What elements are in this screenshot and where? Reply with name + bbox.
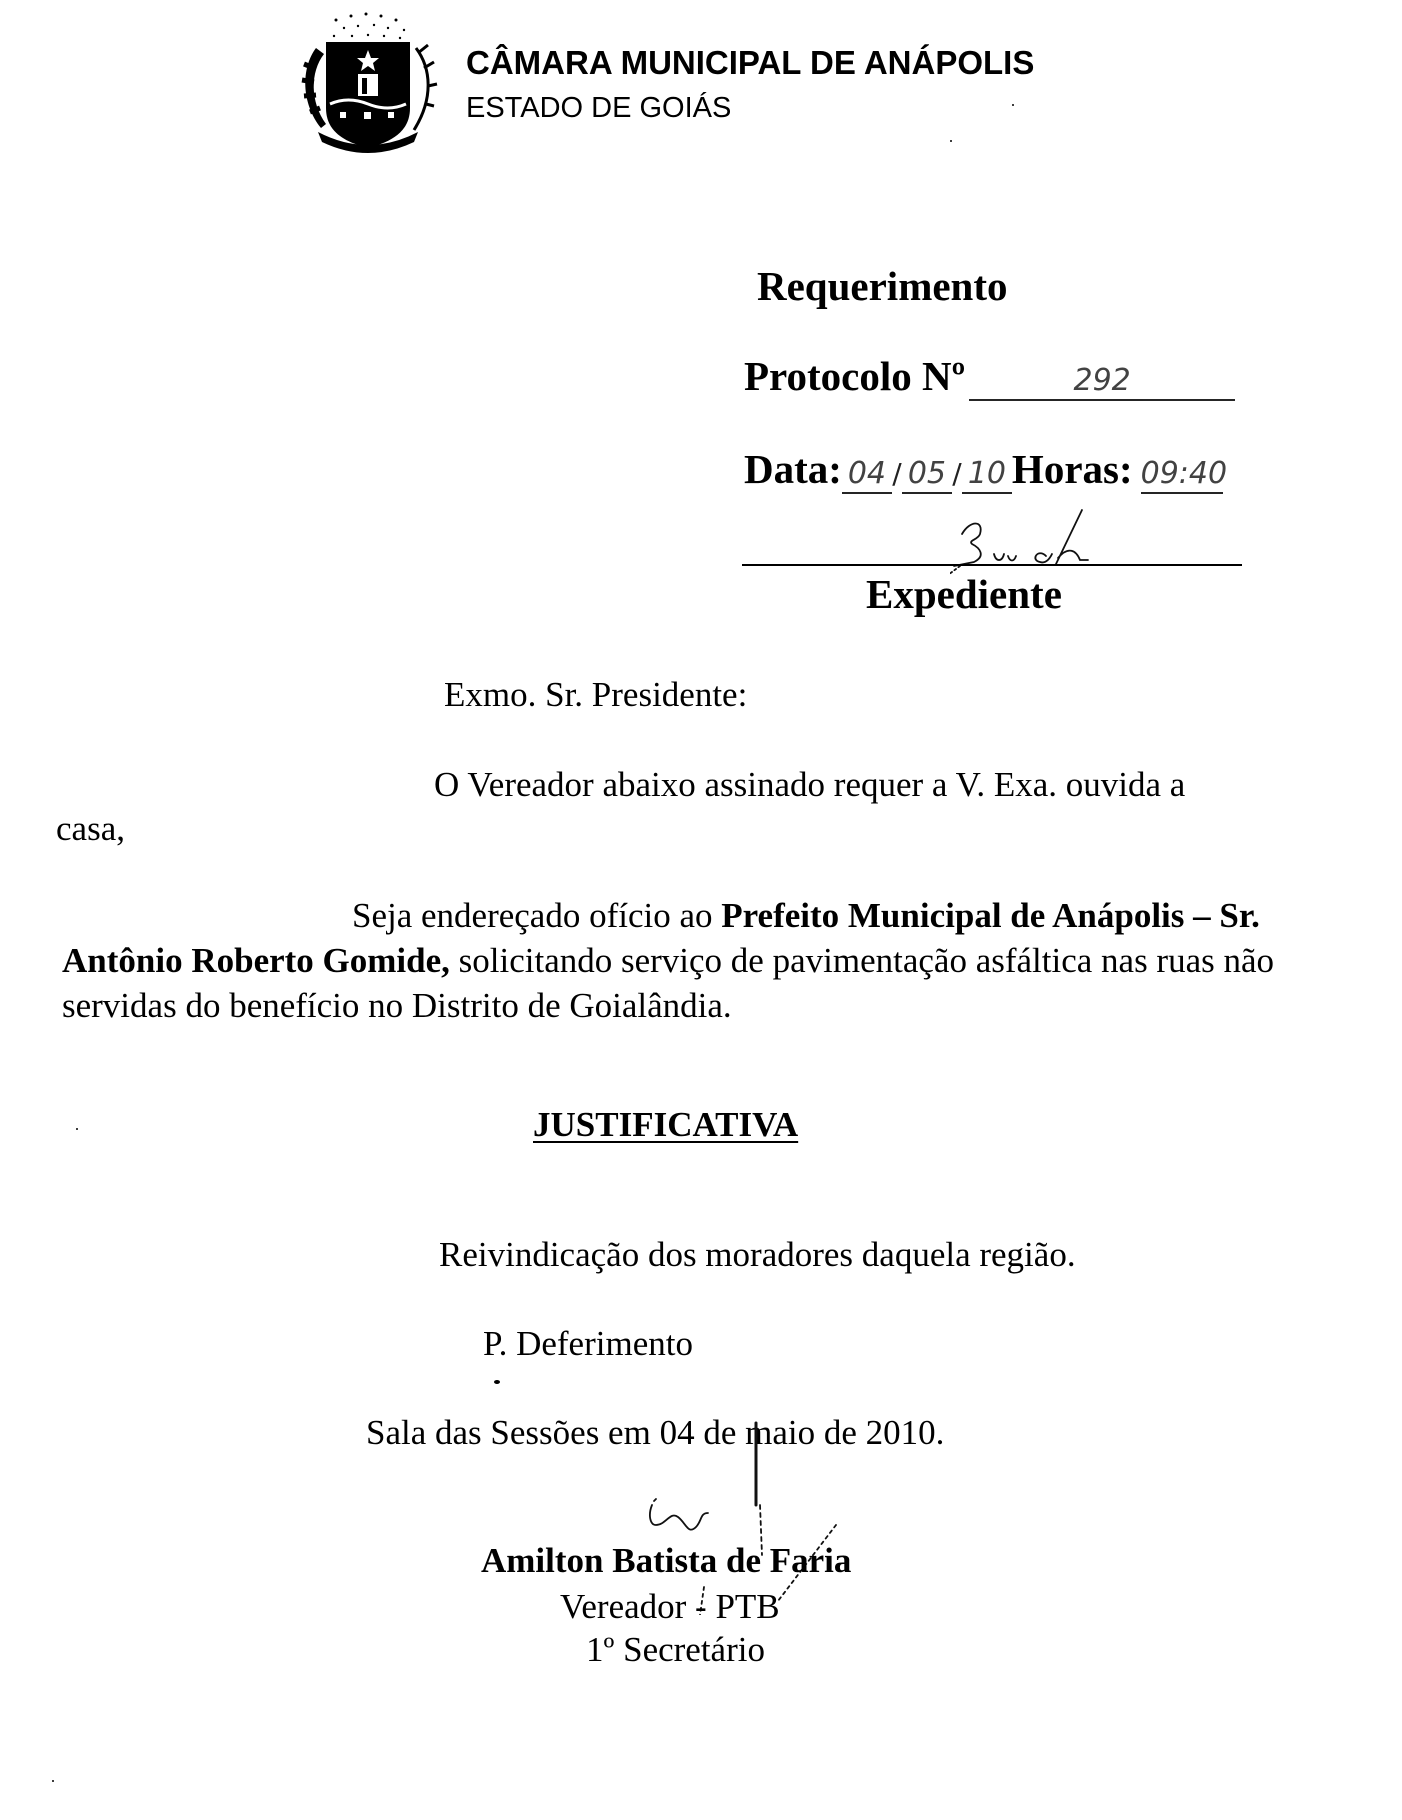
- closing-text: P. Deferimento: [483, 1324, 693, 1363]
- protocolo-number-field[interactable]: 292: [969, 363, 1235, 401]
- justificativa-text: Reivindicação dos moradores daquela região.: [439, 1235, 1076, 1274]
- signer-name: Amilton Batista de Faria: [481, 1541, 852, 1580]
- date-separator: /: [892, 457, 902, 490]
- request-body-text: solicitando serviço de pavimentação asfáltica nas ruas não servidas do benefício no Distrito de Goialândia.: [62, 941, 1275, 1025]
- organization-name: CÂMARA MUNICIPAL DE ANÁPOLIS: [466, 44, 1035, 81]
- protocolo-label: Protocolo Nº: [744, 353, 966, 399]
- data-row: [744, 445, 1228, 494]
- signer-role: Vereador - PTB: [560, 1587, 780, 1626]
- date-year-field[interactable]: 10: [962, 456, 1012, 494]
- salutation: Exmo. Sr. Presidente:: [444, 675, 748, 714]
- protocolo-row: [744, 352, 1235, 401]
- recipient-name: Prefeito Municipal de Anápolis – Sr. Antônio Roberto Gomide,: [62, 896, 1260, 980]
- scan-speck: [494, 1380, 500, 1384]
- request-body-paragraph: [62, 893, 1318, 1028]
- justificativa-heading: JUSTIFICATIVA: [533, 1105, 799, 1144]
- date-separator: /: [952, 457, 962, 490]
- horas-field[interactable]: 09:40: [1141, 456, 1223, 494]
- date-day-field[interactable]: 04: [842, 456, 892, 494]
- data-label: Data:: [744, 446, 842, 492]
- scan-speck: [950, 140, 952, 142]
- place-and-date: Sala das Sessões em 04 de maio de 2010.: [366, 1413, 945, 1452]
- document-title: Requerimento: [757, 263, 1008, 309]
- signer-title: 1º Secretário: [586, 1630, 765, 1669]
- handwritten-signature-icon: [950, 506, 1130, 578]
- horas-label: Horas:: [1011, 446, 1133, 492]
- handwritten-signature-icon: [600, 1405, 900, 1615]
- request-body-text: Seja endereçado ofício ao: [352, 896, 722, 935]
- scan-speck: [1012, 104, 1014, 106]
- scan-speck: [52, 1780, 54, 1782]
- request-paragraph-line-2: casa,: [56, 809, 125, 848]
- expediente-label: Expediente: [866, 571, 1062, 617]
- expediente-signature-line: [742, 564, 1242, 566]
- request-paragraph-line-1: O Vereador abaixo assinado requer a V. Exa. ouvida a: [434, 765, 1186, 804]
- date-month-field[interactable]: 05: [902, 456, 952, 494]
- municipal-coat-of-arms-icon: [296, 8, 441, 158]
- organization-state: ESTADO DE GOIÁS: [466, 92, 732, 124]
- scan-speck: [76, 1128, 78, 1130]
